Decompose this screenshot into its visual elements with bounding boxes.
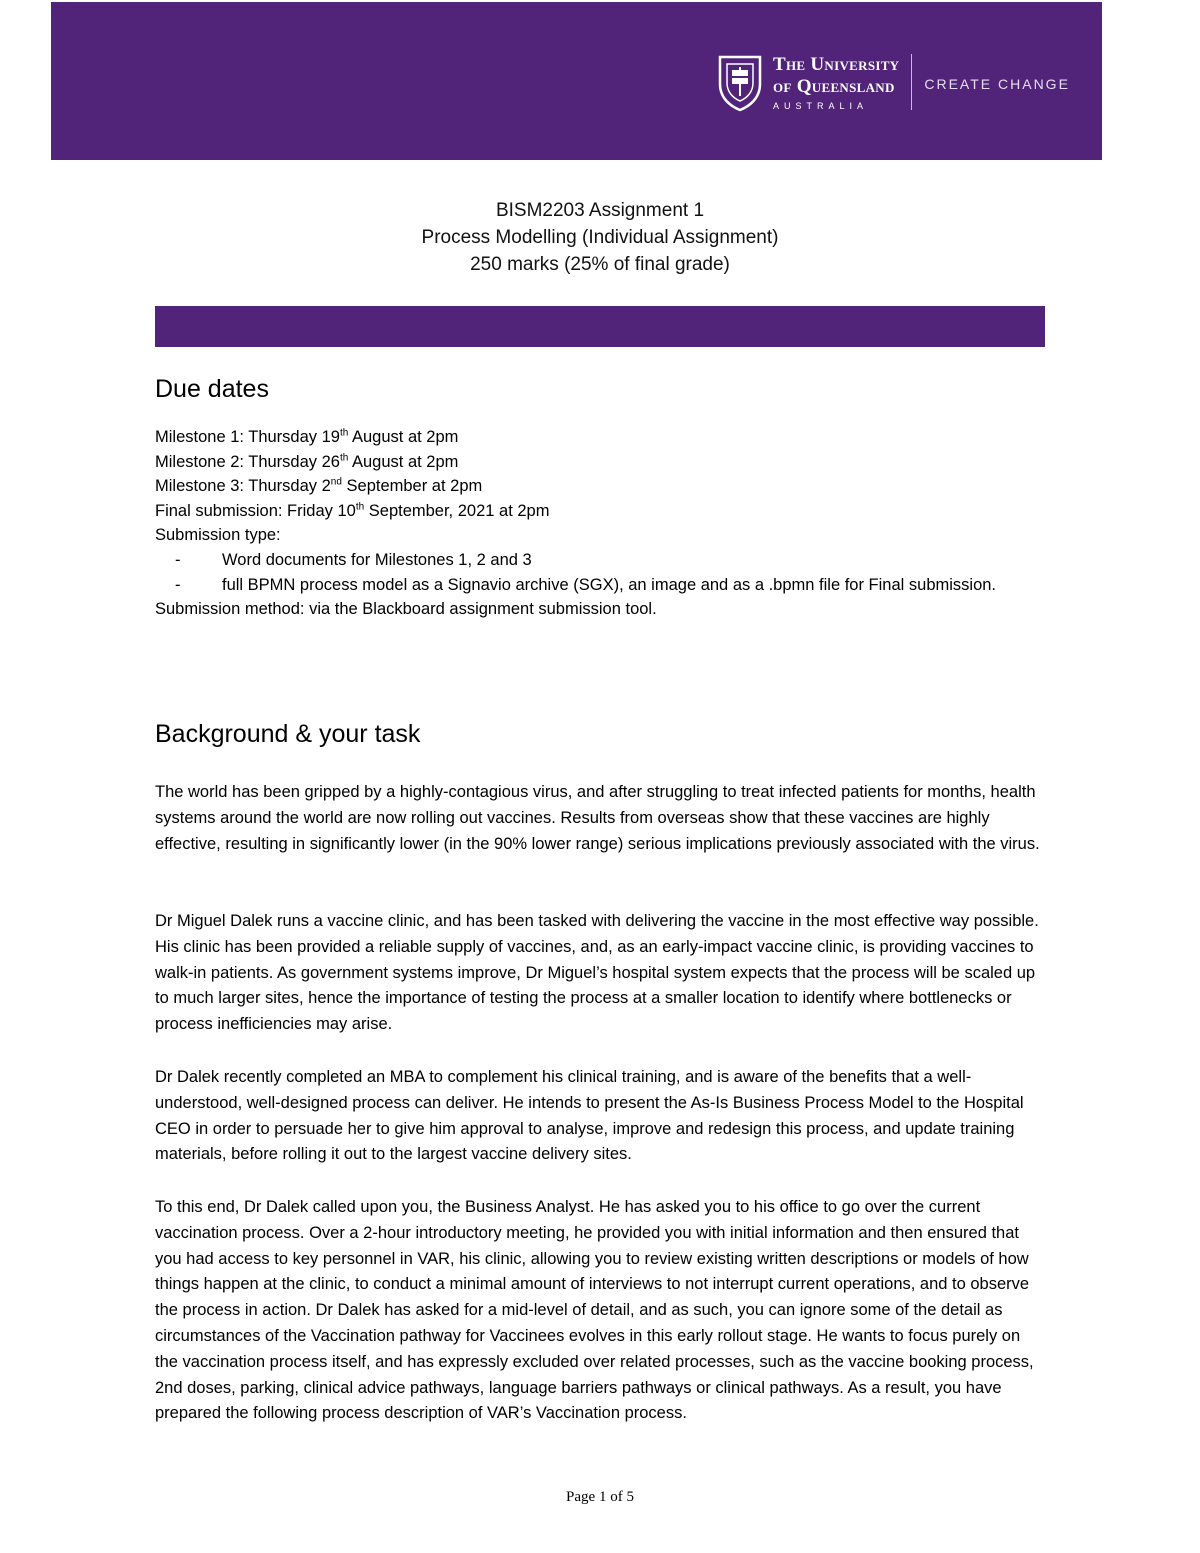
title-course: BISM2203 Assignment 1 [495, 200, 705, 221]
background-paragraph-4: To this end, Dr Dalek called upon you, the Business Analyst. He has asked you to his office to go over the current vaccination process. Over a 2-hour introductory meeting, he provided you with initial information and then ensured that you had access to key personnel in VAR, his clinic, allowing you to review existing written descriptions or models of how things happen at the clinic, to conduct a minimal amount of interviews to not interrupt current operations, and to observe the process in action. Dr Dalek has asked for a mid-level of detail, and as such, you can ignore some of the detail as circumstances of the Vaccination pathway for Vaccinees evolves in this early rollout stage. He wants to focus purely on the vaccination process itself, and has expressly excluded over related processes, such as the vaccine booking process, 2nd doses, parking, clinical advice pathways, language barriers pathways or clinical pathways. As a result, you have prepared the following process description of VAR’s Vaccination process. [155, 1198, 1034, 1423]
milestone-1: Milestone 1: Thursday 19th August at 2pm [155, 427, 459, 446]
milestone-2: Milestone 2: Thursday 26th August at 2pm [155, 452, 459, 471]
title-subject: Process Modelling (Individual Assignment) [421, 227, 779, 248]
title-marks: 250 marks (25% of final grade) [470, 254, 730, 275]
milestone-3: Milestone 3: Thursday 2nd September at 2pm [155, 476, 483, 496]
submission-type-list [155, 548, 1055, 597]
final-submission: Final submission: Friday 10th September, 2021 at 2pm [155, 501, 550, 520]
background-paragraph-3: Dr Dalek recently completed an MBA to complement his clinical training, and is aware of the benefits that a well-understood, well-designed process can deliver. He intends to present the As-Is Business Process Model to the Hospital CEO in order to persuade her to give him approval to analyse, improve and redesign this process, and update training materials, before rolling it out to the largest vaccine delivery sites. [155, 1068, 1024, 1164]
submission-method: Submission method: via the Blackboard assignment submission tool. [155, 600, 657, 619]
page-number: Page 1 of 5 [566, 1489, 634, 1505]
university-name-line2: of Queensland [773, 76, 895, 97]
uq-crest-icon [717, 54, 763, 112]
tagline: CREATE CHANGE [924, 76, 1070, 92]
background-paragraph-2: Dr Miguel Dalek runs a vaccine clinic, and has been tasked with delivering the vaccine in the most effective way possible. His clinic has been provided a reliable supply of vaccines, and, as an early-impact vaccine clinic, is providing vaccines to walk-in patients. As government systems improve, Dr Miguel’s hospital system expects that the process will be scaled up to much larger sites, hence the importance of testing the process at a smaller location to identify where bottlenecks or process inefficiencies may arise. [155, 912, 1039, 1034]
purple-divider-bar [155, 306, 1045, 347]
background-paragraph-1: The world has been gripped by a highly-contagious virus, and after struggling to treat infected patients for months, health systems around the world are now rolling out vaccines. Results from overseas show that these vaccines are highly effective, resulting in significantly lower (in the 90% lower range) serious implications previously associated with the virus. [155, 783, 1040, 853]
due-dates-list [155, 425, 1055, 622]
university-country: AUSTRALIA [773, 101, 869, 111]
list-item: - full BPMN process model as a Signavio archive (SGX), an image and as a .bpmn file for Final submission. [175, 575, 997, 594]
submission-type: Submission type: [155, 526, 281, 545]
list-item: - Word documents for Milestones 1, 2 and 3 [175, 550, 532, 569]
background-heading: Background & your task [155, 720, 421, 748]
due-dates-heading: Due dates [155, 375, 269, 403]
header-banner [51, 2, 1102, 160]
document-title [0, 197, 1200, 278]
university-name-line1: The University [773, 54, 900, 75]
university-logo [717, 54, 1070, 112]
logo-divider [911, 54, 912, 110]
